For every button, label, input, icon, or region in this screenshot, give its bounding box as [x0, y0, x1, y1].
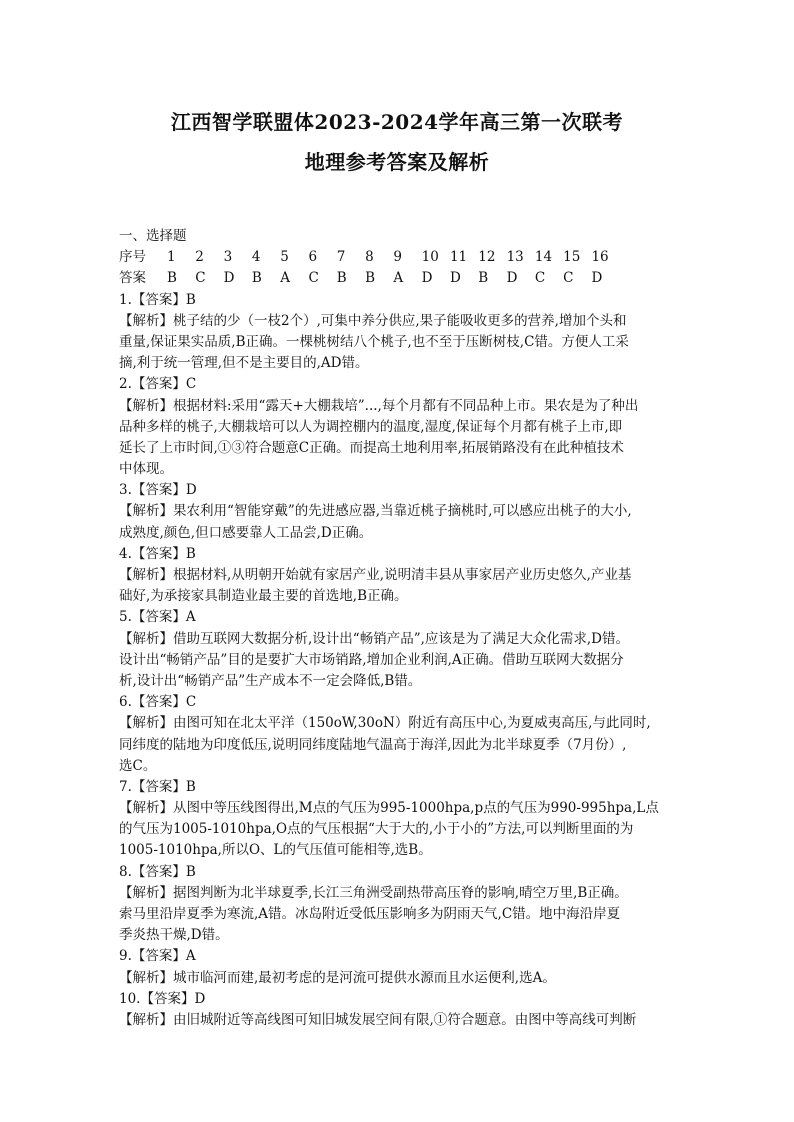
answer-heading: 8.【答案】B: [119, 863, 196, 880]
answer-table-answer-row: [119, 268, 679, 289]
answer-heading: 5.【答案】A: [119, 609, 196, 626]
question-number: 2: [195, 249, 204, 266]
explanation-line: 【解析】根据材料:采用“露天+大棚栽培”...,每个月都有不同品种上市。果农是为了种出: [119, 397, 639, 414]
answer-letter: A: [393, 270, 404, 287]
question-number: 11: [449, 249, 468, 266]
document-title: 江西智学联盟体2023-2024学年高三第一次联考: [170, 110, 624, 134]
explanation-line: 【解析】果农利用“智能穿戴”的先进感应器,当靠近桃子摘桃时,可以感应出桃子的大小,: [119, 503, 632, 520]
answer-letter: C: [563, 270, 574, 287]
answer-heading: 2.【答案】C: [119, 376, 197, 393]
explanation-line: 延长了上市时间,①③符合题意C正确。而提高土地利用率,拓展销路没有在此种植技术: [119, 439, 624, 456]
explanation-line: 摘,利于统一管理,但不是主要目的,AD错。: [119, 355, 369, 372]
answer-letter: B: [478, 270, 489, 287]
answer-heading: 1.【答案】B: [119, 291, 196, 308]
answer-letter: A: [280, 270, 290, 287]
explanation-line: 【解析】桃子结的少（一枝2个）,可集中养分供应,果子能吸收更多的营养,增加个头和: [119, 312, 627, 329]
answer-table-number-label: 序号: [119, 249, 146, 266]
answer-letter: B: [251, 270, 262, 287]
question-number: 4: [251, 249, 261, 266]
explanation-line: 设计出“畅销产品”目的是要扩大市场销路,增加企业利润,A正确。借助互联网大数据分: [119, 651, 624, 668]
explanation-line: 的气压为1005-1010hpa,O点的气压根据“大于大的,小于小的”方法,可以判断里面的为: [119, 821, 634, 838]
question-number: 12: [478, 249, 496, 266]
explanation-line: 【解析】据图判断为北半球夏季,长江三角洲受副热带高压脊的影响,晴空万里,B正确。: [119, 884, 628, 901]
explanation-line: 【解析】由旧城附近等高线图可知旧城发展空间有限,①符合题意。由图中等高线可判断: [119, 1011, 637, 1028]
explanation-line: 重量,保证果实品质,B正确。一棵桃树结八个桃子,也不至于压断树枝,C错。方便人工采: [119, 333, 629, 350]
explanation-line: 1005-1010hpa,所以O、L的气压值可能相等,选B。: [119, 842, 432, 859]
explanation-line: 索马里沿岸夏季为寒流,A错。冰岛附近受低压影响多为阴雨天气,C错。地中海沿岸夏: [119, 906, 621, 922]
document-body: [119, 226, 679, 1031]
answer-letter: B: [365, 270, 375, 287]
answer-letter: D: [449, 270, 461, 287]
question-number: 13: [506, 249, 524, 266]
explanation-line: 品种多样的桃子,大棚栽培可以人为调控棚内的温度,湿度,保证每个月都有桃子上市,即: [119, 418, 623, 435]
explanation-line: 析,设计出“畅销产品”生产成本不一定会降低,B错。: [119, 672, 422, 689]
answer-letter: B: [336, 270, 347, 287]
section-heading: 一、选择题: [119, 228, 187, 244]
answer-heading: 4.【答案】B: [119, 545, 196, 562]
answer-letter: B: [167, 270, 177, 287]
answer-heading: 6.【答案】C: [119, 694, 197, 711]
answer-heading: 3.【答案】D: [119, 482, 197, 499]
answer-heading: 7.【答案】B: [119, 778, 196, 795]
question-number: 16: [591, 249, 609, 266]
question-number: 7: [336, 249, 346, 266]
explanation-line: 中体现。: [119, 461, 173, 478]
answer-letter: C: [308, 270, 319, 287]
explanation-line: 成熟度,颜色,但口感要靠人工品尝,D正确。: [119, 524, 373, 541]
question-number: 10: [421, 249, 439, 266]
explanation-line: 【解析】借助互联网大数据分析,设计出“畅销产品”,应该是为了满足大众化需求,D错。: [119, 630, 629, 647]
answer-heading: 9.【答案】A: [119, 948, 196, 965]
answer-table-number-row: [119, 247, 679, 268]
explanation-line: 选C。: [119, 757, 157, 774]
explanation-line: 【解析】从图中等压线图得出,M点的气压为995-1000hpa,p点的气压为990-995hpa,L点: [119, 800, 659, 817]
explanation-line: 【解析】城市临河而建,最初考虑的是河流可提供水源而且水运便利,选A。: [119, 969, 556, 986]
answer-letter: D: [223, 270, 235, 287]
question-number: 5: [280, 249, 289, 266]
question-number: 8: [365, 249, 374, 266]
question-number: 6: [308, 249, 318, 266]
answer-letter: C: [534, 270, 546, 287]
explanation-line: 季炎热干燥,D错。: [119, 927, 229, 944]
question-number: 1: [167, 249, 176, 266]
explanation-line: 【解析】由图可知在北太平洋（150oW,30oN）附近有高压中心,为夏威夷高压,与此同时,: [119, 715, 651, 732]
answer-letter: C: [195, 270, 206, 287]
answer-letter: D: [591, 270, 603, 287]
question-number: 9: [393, 249, 402, 266]
answer-letter: D: [421, 270, 433, 287]
explanation-line: 础好,为承接家具制造业最主要的首选地,B正确。: [119, 588, 408, 605]
question-number: 15: [563, 249, 581, 266]
answer-table-answer-label: 答案: [119, 270, 146, 287]
document-subtitle: 地理参考答案及解析: [304, 150, 490, 174]
explanation-line: 【解析】根据材料,从明朝开始就有家居产业,说明清丰县从事家居产业历史悠久,产业基: [119, 567, 632, 583]
answer-heading: 10.【答案】D: [119, 990, 206, 1007]
explanation-line: 同纬度的陆地为印度低压,说明同纬度陆地气温高于海洋,因此为北半球夏季（7月份）,: [119, 736, 627, 753]
answer-letter: D: [506, 270, 518, 287]
question-number: 14: [534, 249, 553, 266]
question-number: 3: [223, 249, 233, 266]
